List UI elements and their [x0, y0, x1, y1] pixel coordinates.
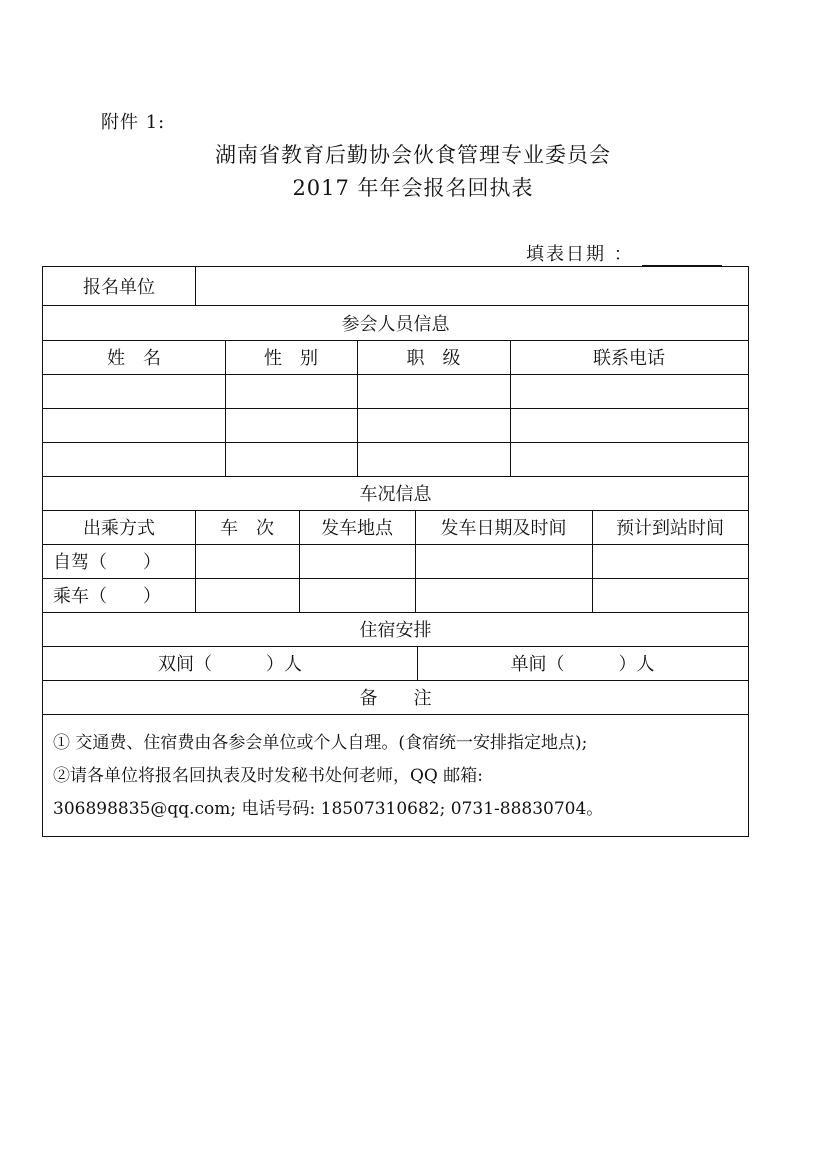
attendee-section-title: 参会人员信息: [341, 313, 450, 335]
col-header-departure-place: 发车地点: [321, 518, 393, 539]
row-divider: [43, 714, 748, 715]
remarks-notes: [53, 727, 603, 826]
fill-date-row: [526, 240, 722, 266]
form-title-line2: 2017 年年会报名回执表: [292, 176, 534, 200]
remarks-label: 备 注: [359, 688, 432, 709]
transport-section-title: 车况信息: [359, 484, 432, 505]
row-divider: [43, 374, 748, 375]
col-header-phone: 联系电话: [593, 348, 665, 369]
col-header-travel-mode: 出乘方式: [83, 518, 155, 539]
col-header-arrival-time: 预计到站时间: [616, 518, 724, 539]
note-line-1: ① 交通费、住宿费由各参会单位或个人自理。(食宿统一安排指定地点);: [53, 733, 588, 753]
attachment-label: 附件 1:: [101, 112, 166, 133]
col-header-rank: 职 级: [406, 348, 461, 369]
single-room-count[interactable]: 单间（ ）人: [510, 654, 655, 675]
col-header-gender: 性 别: [264, 348, 318, 369]
col-header-departure-time: 发车日期及时间: [440, 518, 567, 539]
note-line-3: 306898835@qq.com; 电话号码: 18507310682; 0731-88830704。: [53, 799, 604, 819]
note-line-2: ②请各单位将报名回执表及时发秘书处何老师，QQ 邮箱:: [53, 766, 484, 786]
self-drive-option[interactable]: 自驾（ ）: [53, 552, 161, 573]
unit-input[interactable]: [196, 267, 748, 305]
row-divider: [43, 442, 748, 443]
fill-date-field[interactable]: [642, 247, 722, 266]
col-header-name: 姓 名: [107, 348, 161, 369]
double-room-count[interactable]: 双间（ ）人: [158, 654, 302, 675]
lodging-section-title: 住宿安排: [359, 620, 432, 641]
col-header-train-number: 车 次: [220, 518, 274, 539]
unit-label: 报名单位: [83, 277, 155, 298]
form-title-line1: 湖南省教育后勤协会伙食管理专业委员会: [215, 143, 611, 167]
row-divider: [43, 408, 748, 409]
registration-form-table: [42, 266, 749, 837]
fill-date-label: 填表日期 ：: [526, 244, 634, 265]
ride-option[interactable]: 乘车（ ）: [53, 586, 161, 607]
